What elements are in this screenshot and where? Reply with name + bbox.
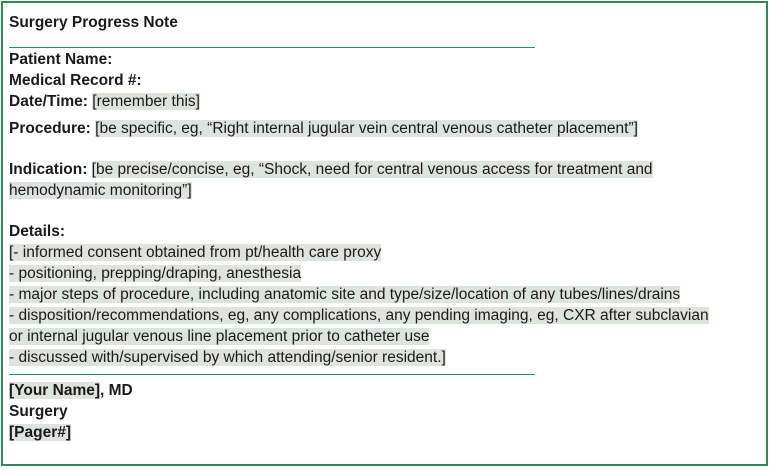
indication-placeholder-line2: hemodynamic monitoring”] bbox=[9, 182, 192, 199]
patient-name-label: Patient Name: bbox=[9, 51, 113, 68]
details-line bbox=[9, 347, 761, 368]
signature-name-row bbox=[9, 380, 761, 401]
details-text: - positioning, prepping/draping, anesthesia bbox=[9, 265, 302, 282]
details-label: Details: bbox=[9, 223, 65, 240]
note-frame bbox=[1, 1, 768, 466]
details-line bbox=[9, 263, 761, 284]
procedure-label: Procedure: bbox=[9, 120, 91, 137]
procedure-placeholder: [be specific, eg, “Right internal jugular vein central venous catheter placement”] bbox=[95, 120, 638, 137]
indication-placeholder-line1: [be precise/concise, eg, “Shock, need for central venous access for treatment and bbox=[91, 161, 653, 178]
indication-label: Indication: bbox=[9, 161, 88, 178]
details-line bbox=[9, 326, 761, 347]
bottom-divider bbox=[9, 374, 535, 375]
details-text: or internal jugular venous line placement prior to catheter use bbox=[9, 328, 430, 345]
details-text: - major steps of procedure, including anatomic site and type/size/location of any tubes/lines/drains bbox=[9, 286, 681, 303]
details-line bbox=[9, 284, 761, 305]
top-divider bbox=[9, 47, 535, 48]
signature-pager-placeholder: [Pager#] bbox=[9, 424, 72, 441]
datetime-placeholder: [remember this] bbox=[92, 93, 200, 110]
medical-record-label: Medical Record #: bbox=[9, 72, 142, 89]
details-line bbox=[9, 305, 761, 326]
details-line bbox=[9, 242, 761, 263]
signature-department: Surgery bbox=[9, 403, 68, 420]
signature-suffix: , MD bbox=[100, 382, 133, 399]
details-text: - discussed with/supervised by which attending/senior resident.] bbox=[9, 349, 446, 366]
details-text: [- informed consent obtained from pt/health care proxy bbox=[9, 244, 382, 261]
indication-line2-row bbox=[9, 180, 761, 201]
signature-pager-row bbox=[9, 422, 761, 443]
procedure-row bbox=[9, 118, 761, 139]
datetime-row bbox=[9, 91, 761, 112]
datetime-label: Date/Time: bbox=[9, 93, 88, 110]
indication-row bbox=[9, 159, 761, 180]
details-text: - disposition/recommendations, eg, any complications, any pending imaging, eg, CXR after subclavian bbox=[9, 307, 709, 324]
note-content bbox=[9, 12, 761, 443]
note-title: Surgery Progress Note bbox=[9, 14, 178, 31]
signature-name-placeholder: [Your Name] bbox=[9, 382, 101, 399]
